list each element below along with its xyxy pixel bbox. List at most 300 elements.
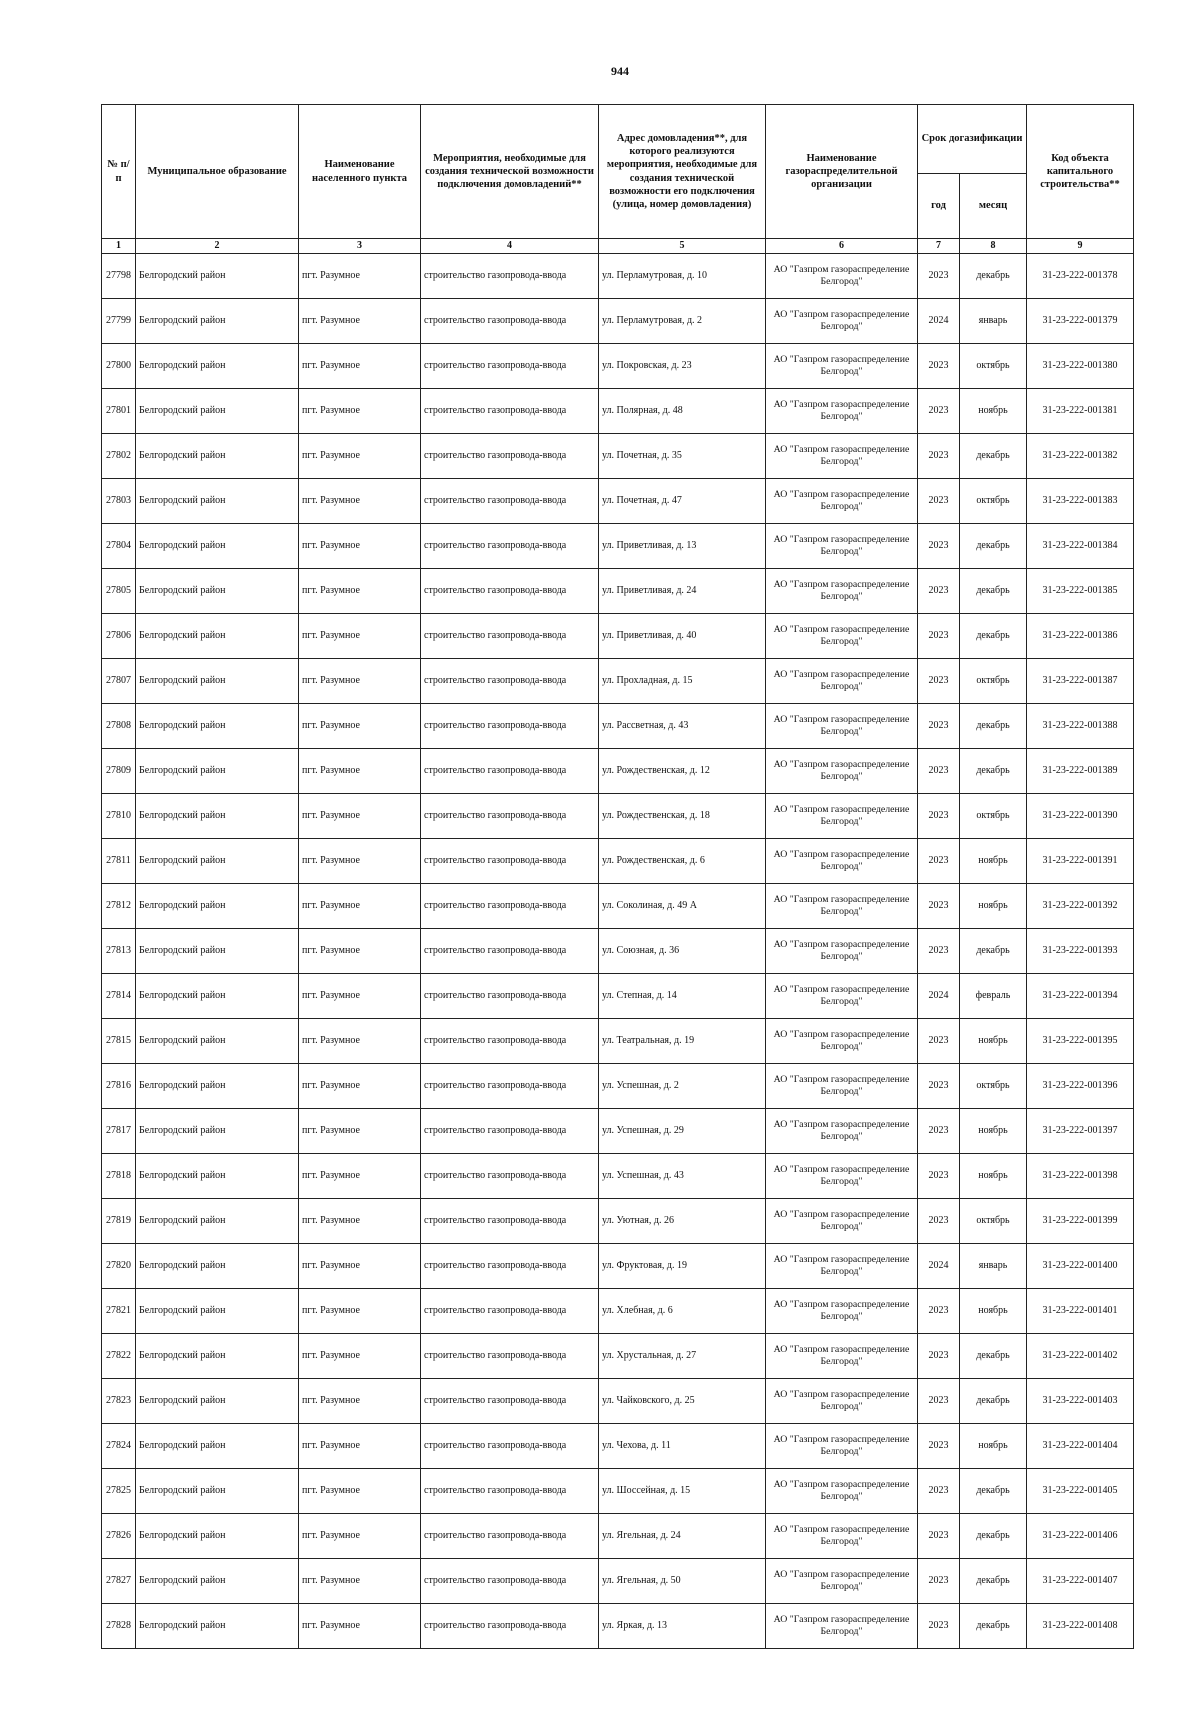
table-row — [102, 1379, 1134, 1424]
municipality-cell: Белгородский район — [136, 1604, 299, 1649]
measure-cell: строительство газопровода-ввода — [421, 1424, 599, 1469]
year-cell: 2023 — [918, 1199, 960, 1244]
object-code-cell: 31-23-222-001380 — [1027, 344, 1134, 389]
measure-cell: строительство газопровода-ввода — [421, 1559, 599, 1604]
municipality-cell: Белгородский район — [136, 1424, 299, 1469]
settlement-cell: пгт. Разумное — [299, 344, 421, 389]
measure-cell: строительство газопровода-ввода — [421, 794, 599, 839]
object-code-cell: 31-23-222-001404 — [1027, 1424, 1134, 1469]
measure-cell: строительство газопровода-ввода — [421, 1379, 599, 1424]
year-cell: 2023 — [918, 1154, 960, 1199]
row-number: 27824 — [102, 1424, 136, 1469]
address-cell: ул. Яркая, д. 13 — [599, 1604, 766, 1649]
organization-cell: АО "Газпром газораспределение Белгород" — [766, 884, 918, 929]
month-cell: декабрь — [960, 749, 1027, 794]
address-cell: ул. Приветливая, д. 13 — [599, 524, 766, 569]
year-cell: 2024 — [918, 299, 960, 344]
settlement-cell: пгт. Разумное — [299, 839, 421, 884]
row-number: 27813 — [102, 929, 136, 974]
measure-cell: строительство газопровода-ввода — [421, 344, 599, 389]
address-cell: ул. Почетная, д. 35 — [599, 434, 766, 479]
settlement-cell: пгт. Разумное — [299, 1469, 421, 1514]
object-code-cell: 31-23-222-001383 — [1027, 479, 1134, 524]
measure-cell: строительство газопровода-ввода — [421, 299, 599, 344]
settlement-cell: пгт. Разумное — [299, 1604, 421, 1649]
table-row — [102, 479, 1134, 524]
object-code-cell: 31-23-222-001406 — [1027, 1514, 1134, 1559]
municipality-cell: Белгородский район — [136, 1244, 299, 1289]
table-row — [102, 1604, 1134, 1649]
row-number: 27798 — [102, 254, 136, 299]
address-cell: ул. Хлебная, д. 6 — [599, 1289, 766, 1334]
organization-cell: АО "Газпром газораспределение Белгород" — [766, 794, 918, 839]
organization-cell: АО "Газпром газораспределение Белгород" — [766, 1379, 918, 1424]
table-row — [102, 929, 1134, 974]
object-code-cell: 31-23-222-001378 — [1027, 254, 1134, 299]
settlement-cell: пгт. Разумное — [299, 254, 421, 299]
object-code-cell: 31-23-222-001384 — [1027, 524, 1134, 569]
month-cell: февраль — [960, 974, 1027, 1019]
object-code-cell: 31-23-222-001394 — [1027, 974, 1134, 1019]
year-cell: 2023 — [918, 884, 960, 929]
organization-cell: АО "Газпром газораспределение Белгород" — [766, 1154, 918, 1199]
organization-cell: АО "Газпром газораспределение Белгород" — [766, 1424, 918, 1469]
municipality-cell: Белгородский район — [136, 1109, 299, 1154]
month-cell: декабрь — [960, 524, 1027, 569]
year-cell: 2023 — [918, 569, 960, 614]
municipality-cell: Белгородский район — [136, 1379, 299, 1424]
measure-cell: строительство газопровода-ввода — [421, 884, 599, 929]
object-code-cell: 31-23-222-001379 — [1027, 299, 1134, 344]
object-code-cell: 31-23-222-001399 — [1027, 1199, 1134, 1244]
column-number-row — [102, 239, 1134, 254]
settlement-cell: пгт. Разумное — [299, 1379, 421, 1424]
row-number: 27808 — [102, 704, 136, 749]
municipality-cell: Белгородский район — [136, 1559, 299, 1604]
month-cell: январь — [960, 299, 1027, 344]
settlement-cell: пгт. Разумное — [299, 614, 421, 659]
measure-cell: строительство газопровода-ввода — [421, 1199, 599, 1244]
month-cell: октябрь — [960, 344, 1027, 389]
year-cell: 2023 — [918, 1424, 960, 1469]
year-cell: 2023 — [918, 1289, 960, 1334]
year-cell: 2023 — [918, 1514, 960, 1559]
organization-cell: АО "Газпром газораспределение Белгород" — [766, 1244, 918, 1289]
municipality-cell: Белгородский район — [136, 254, 299, 299]
header-deadline: Срок догазификации — [918, 105, 1027, 174]
year-cell: 2023 — [918, 1379, 960, 1424]
month-cell: октябрь — [960, 794, 1027, 839]
month-cell: ноябрь — [960, 884, 1027, 929]
table-row — [102, 1244, 1134, 1289]
year-cell: 2023 — [918, 389, 960, 434]
measure-cell: строительство газопровода-ввода — [421, 1154, 599, 1199]
row-number: 27811 — [102, 839, 136, 884]
municipality-cell: Белгородский район — [136, 749, 299, 794]
settlement-cell: пгт. Разумное — [299, 299, 421, 344]
settlement-cell: пгт. Разумное — [299, 479, 421, 524]
object-code-cell: 31-23-222-001402 — [1027, 1334, 1134, 1379]
organization-cell: АО "Газпром газораспределение Белгород" — [766, 1559, 918, 1604]
month-cell: декабрь — [960, 434, 1027, 479]
object-code-cell: 31-23-222-001408 — [1027, 1604, 1134, 1649]
measure-cell: строительство газопровода-ввода — [421, 1514, 599, 1559]
year-cell: 2023 — [918, 1469, 960, 1514]
year-cell: 2023 — [918, 1064, 960, 1109]
organization-cell: АО "Газпром газораспределение Белгород" — [766, 1514, 918, 1559]
organization-cell: АО "Газпром газораспределение Белгород" — [766, 749, 918, 794]
column-number: 3 — [299, 239, 421, 254]
address-cell: ул. Перламутровая, д. 2 — [599, 299, 766, 344]
object-code-cell: 31-23-222-001396 — [1027, 1064, 1134, 1109]
year-cell: 2023 — [918, 344, 960, 389]
header-no: № п/п — [102, 105, 136, 239]
organization-cell: АО "Газпром газораспределение Белгород" — [766, 839, 918, 884]
table-row — [102, 794, 1134, 839]
month-cell: октябрь — [960, 1199, 1027, 1244]
year-cell: 2023 — [918, 659, 960, 704]
table-row — [102, 1289, 1134, 1334]
column-number: 2 — [136, 239, 299, 254]
row-number: 27827 — [102, 1559, 136, 1604]
measure-cell: строительство газопровода-ввода — [421, 1064, 599, 1109]
table-row — [102, 749, 1134, 794]
column-number: 7 — [918, 239, 960, 254]
municipality-cell: Белгородский район — [136, 479, 299, 524]
month-cell: октябрь — [960, 479, 1027, 524]
row-number: 27812 — [102, 884, 136, 929]
municipality-cell: Белгородский район — [136, 569, 299, 614]
column-number: 4 — [421, 239, 599, 254]
object-code-cell: 31-23-222-001389 — [1027, 749, 1134, 794]
table-row — [102, 704, 1134, 749]
row-number: 27802 — [102, 434, 136, 479]
header-address: Адрес домовладения**, для которого реализуются мероприятия, необходимые для создания технической возможности его подключения (улица, номер домовладения) — [599, 105, 766, 239]
row-number: 27801 — [102, 389, 136, 434]
object-code-cell: 31-23-222-001385 — [1027, 569, 1134, 614]
measure-cell: строительство газопровода-ввода — [421, 1019, 599, 1064]
object-code-cell: 31-23-222-001397 — [1027, 1109, 1134, 1154]
gasification-register-table — [101, 104, 1134, 1649]
object-code-cell: 31-23-222-001391 — [1027, 839, 1134, 884]
settlement-cell: пгт. Разумное — [299, 524, 421, 569]
row-number: 27800 — [102, 344, 136, 389]
organization-cell: АО "Газпром газораспределение Белгород" — [766, 704, 918, 749]
header-year: год — [918, 174, 960, 239]
table-row — [102, 839, 1134, 884]
table-row — [102, 344, 1134, 389]
column-number: 8 — [960, 239, 1027, 254]
table-row — [102, 614, 1134, 659]
table-row — [102, 1109, 1134, 1154]
settlement-cell: пгт. Разумное — [299, 704, 421, 749]
month-cell: январь — [960, 1244, 1027, 1289]
address-cell: ул. Чехова, д. 11 — [599, 1424, 766, 1469]
month-cell: ноябрь — [960, 1289, 1027, 1334]
object-code-cell: 31-23-222-001382 — [1027, 434, 1134, 479]
municipality-cell: Белгородский район — [136, 1514, 299, 1559]
year-cell: 2023 — [918, 749, 960, 794]
address-cell: ул. Приветливая, д. 24 — [599, 569, 766, 614]
table-row — [102, 1559, 1134, 1604]
row-number: 27821 — [102, 1289, 136, 1334]
measure-cell: строительство газопровода-ввода — [421, 1289, 599, 1334]
settlement-cell: пгт. Разумное — [299, 569, 421, 614]
organization-cell: АО "Газпром газораспределение Белгород" — [766, 614, 918, 659]
measure-cell: строительство газопровода-ввода — [421, 254, 599, 299]
address-cell: ул. Ягельная, д. 24 — [599, 1514, 766, 1559]
settlement-cell: пгт. Разумное — [299, 1334, 421, 1379]
address-cell: ул. Успешная, д. 29 — [599, 1109, 766, 1154]
municipality-cell: Белгородский район — [136, 974, 299, 1019]
municipality-cell: Белгородский район — [136, 614, 299, 659]
measure-cell: строительство газопровода-ввода — [421, 389, 599, 434]
organization-cell: АО "Газпром газораспределение Белгород" — [766, 1109, 918, 1154]
row-number: 27810 — [102, 794, 136, 839]
year-cell: 2024 — [918, 1244, 960, 1289]
settlement-cell: пгт. Разумное — [299, 389, 421, 434]
month-cell: декабрь — [960, 614, 1027, 659]
month-cell: ноябрь — [960, 1424, 1027, 1469]
row-number: 27825 — [102, 1469, 136, 1514]
organization-cell: АО "Газпром газораспределение Белгород" — [766, 434, 918, 479]
address-cell: ул. Степная, д. 14 — [599, 974, 766, 1019]
settlement-cell: пгт. Разумное — [299, 1514, 421, 1559]
measure-cell: строительство газопровода-ввода — [421, 974, 599, 1019]
organization-cell: АО "Газпром газораспределение Белгород" — [766, 524, 918, 569]
settlement-cell: пгт. Разумное — [299, 434, 421, 479]
month-cell: ноябрь — [960, 839, 1027, 884]
address-cell: ул. Союзная, д. 36 — [599, 929, 766, 974]
organization-cell: АО "Газпром газораспределение Белгород" — [766, 1334, 918, 1379]
year-cell: 2023 — [918, 1019, 960, 1064]
year-cell: 2023 — [918, 524, 960, 569]
address-cell: ул. Ягельная, д. 50 — [599, 1559, 766, 1604]
object-code-cell: 31-23-222-001390 — [1027, 794, 1134, 839]
row-number: 27818 — [102, 1154, 136, 1199]
row-number: 27828 — [102, 1604, 136, 1649]
month-cell: декабрь — [960, 1469, 1027, 1514]
address-cell: ул. Перламутровая, д. 10 — [599, 254, 766, 299]
address-cell: ул. Рассветная, д. 43 — [599, 704, 766, 749]
table-row — [102, 299, 1134, 344]
year-cell: 2023 — [918, 839, 960, 884]
object-code-cell: 31-23-222-001405 — [1027, 1469, 1134, 1514]
settlement-cell: пгт. Разумное — [299, 1199, 421, 1244]
address-cell: ул. Успешная, д. 2 — [599, 1064, 766, 1109]
header-month: месяц — [960, 174, 1027, 239]
measure-cell: строительство газопровода-ввода — [421, 1334, 599, 1379]
municipality-cell: Белгородский район — [136, 659, 299, 704]
month-cell: октябрь — [960, 1064, 1027, 1109]
year-cell: 2023 — [918, 614, 960, 659]
address-cell: ул. Прохладная, д. 15 — [599, 659, 766, 704]
measure-cell: строительство газопровода-ввода — [421, 749, 599, 794]
object-code-cell: 31-23-222-001395 — [1027, 1019, 1134, 1064]
address-cell: ул. Театральная, д. 19 — [599, 1019, 766, 1064]
municipality-cell: Белгородский район — [136, 794, 299, 839]
municipality-cell: Белгородский район — [136, 1154, 299, 1199]
address-cell: ул. Рождественская, д. 12 — [599, 749, 766, 794]
settlement-cell: пгт. Разумное — [299, 1424, 421, 1469]
table-body — [102, 254, 1134, 1649]
header-code: Код объекта капитального строительства** — [1027, 105, 1134, 239]
page-number: 944 — [611, 64, 629, 78]
month-cell: ноябрь — [960, 1154, 1027, 1199]
month-cell: ноябрь — [960, 389, 1027, 434]
month-cell: декабрь — [960, 1559, 1027, 1604]
organization-cell: АО "Газпром газораспределение Белгород" — [766, 389, 918, 434]
measure-cell: строительство газопровода-ввода — [421, 659, 599, 704]
address-cell: ул. Почетная, д. 47 — [599, 479, 766, 524]
address-cell: ул. Соколиная, д. 49 А — [599, 884, 766, 929]
organization-cell: АО "Газпром газораспределение Белгород" — [766, 974, 918, 1019]
column-number: 5 — [599, 239, 766, 254]
settlement-cell: пгт. Разумное — [299, 884, 421, 929]
column-number: 6 — [766, 239, 918, 254]
year-cell: 2023 — [918, 704, 960, 749]
measure-cell: строительство газопровода-ввода — [421, 614, 599, 659]
object-code-cell: 31-23-222-001401 — [1027, 1289, 1134, 1334]
row-number: 27814 — [102, 974, 136, 1019]
month-cell: декабрь — [960, 1604, 1027, 1649]
year-cell: 2023 — [918, 794, 960, 839]
row-number: 27823 — [102, 1379, 136, 1424]
settlement-cell: пгт. Разумное — [299, 1019, 421, 1064]
measure-cell: строительство газопровода-ввода — [421, 569, 599, 614]
object-code-cell: 31-23-222-001393 — [1027, 929, 1134, 974]
address-cell: ул. Фруктовая, д. 19 — [599, 1244, 766, 1289]
header-settlement: Наименование населенного пункта — [299, 105, 421, 239]
organization-cell: АО "Газпром газораспределение Белгород" — [766, 1064, 918, 1109]
measure-cell: строительство газопровода-ввода — [421, 479, 599, 524]
column-number: 1 — [102, 239, 136, 254]
table-row — [102, 1469, 1134, 1514]
address-cell: ул. Шоссейная, д. 15 — [599, 1469, 766, 1514]
object-code-cell: 31-23-222-001381 — [1027, 389, 1134, 434]
measure-cell: строительство газопровода-ввода — [421, 929, 599, 974]
row-number: 27807 — [102, 659, 136, 704]
row-number: 27815 — [102, 1019, 136, 1064]
month-cell: декабрь — [960, 254, 1027, 299]
settlement-cell: пгт. Разумное — [299, 1064, 421, 1109]
month-cell: декабрь — [960, 1514, 1027, 1559]
settlement-cell: пгт. Разумное — [299, 1289, 421, 1334]
measure-cell: строительство газопровода-ввода — [421, 1604, 599, 1649]
municipality-cell: Белгородский район — [136, 884, 299, 929]
object-code-cell: 31-23-222-001392 — [1027, 884, 1134, 929]
organization-cell: АО "Газпром газораспределение Белгород" — [766, 1469, 918, 1514]
row-number: 27826 — [102, 1514, 136, 1559]
organization-cell: АО "Газпром газораспределение Белгород" — [766, 1604, 918, 1649]
municipality-cell: Белгородский район — [136, 704, 299, 749]
row-number: 27799 — [102, 299, 136, 344]
address-cell: ул. Успешная, д. 43 — [599, 1154, 766, 1199]
organization-cell: АО "Газпром газораспределение Белгород" — [766, 1289, 918, 1334]
municipality-cell: Белгородский район — [136, 434, 299, 479]
address-cell: ул. Хрустальная, д. 27 — [599, 1334, 766, 1379]
settlement-cell: пгт. Разумное — [299, 1154, 421, 1199]
municipality-cell: Белгородский район — [136, 1334, 299, 1379]
measure-cell: строительство газопровода-ввода — [421, 704, 599, 749]
month-cell: декабрь — [960, 929, 1027, 974]
month-cell: декабрь — [960, 1334, 1027, 1379]
municipality-cell: Белгородский район — [136, 1064, 299, 1109]
header-measures: Мероприятия, необходимые для создания технической возможности подключения домовладений** — [421, 105, 599, 239]
municipality-cell: Белгородский район — [136, 1469, 299, 1514]
year-cell: 2023 — [918, 929, 960, 974]
row-number: 27816 — [102, 1064, 136, 1109]
organization-cell: АО "Газпром газораспределение Белгород" — [766, 299, 918, 344]
municipality-cell: Белгородский район — [136, 1289, 299, 1334]
month-cell: ноябрь — [960, 1019, 1027, 1064]
settlement-cell: пгт. Разумное — [299, 929, 421, 974]
row-number: 27806 — [102, 614, 136, 659]
settlement-cell: пгт. Разумное — [299, 1244, 421, 1289]
row-number: 27804 — [102, 524, 136, 569]
municipality-cell: Белгородский район — [136, 344, 299, 389]
month-cell: октябрь — [960, 659, 1027, 704]
settlement-cell: пгт. Разумное — [299, 974, 421, 1019]
table-row — [102, 524, 1134, 569]
address-cell: ул. Полярная, д. 48 — [599, 389, 766, 434]
municipality-cell: Белгородский район — [136, 299, 299, 344]
organization-cell: АО "Газпром газораспределение Белгород" — [766, 344, 918, 389]
object-code-cell: 31-23-222-001398 — [1027, 1154, 1134, 1199]
municipality-cell: Белгородский район — [136, 524, 299, 569]
settlement-cell: пгт. Разумное — [299, 1559, 421, 1604]
year-cell: 2023 — [918, 1559, 960, 1604]
measure-cell: строительство газопровода-ввода — [421, 1244, 599, 1289]
settlement-cell: пгт. Разумное — [299, 749, 421, 794]
table-row — [102, 1334, 1134, 1379]
header-municipality: Муниципальное образование — [136, 105, 299, 239]
settlement-cell: пгт. Разумное — [299, 659, 421, 704]
object-code-cell: 31-23-222-001388 — [1027, 704, 1134, 749]
organization-cell: АО "Газпром газораспределение Белгород" — [766, 479, 918, 524]
month-cell: декабрь — [960, 1379, 1027, 1424]
municipality-cell: Белгородский район — [136, 1199, 299, 1244]
year-cell: 2023 — [918, 1334, 960, 1379]
measure-cell: строительство газопровода-ввода — [421, 524, 599, 569]
table-row — [102, 884, 1134, 929]
table-row — [102, 1019, 1134, 1064]
measure-cell: строительство газопровода-ввода — [421, 434, 599, 479]
address-cell: ул. Приветливая, д. 40 — [599, 614, 766, 659]
table-row — [102, 1199, 1134, 1244]
organization-cell: АО "Газпром газораспределение Белгород" — [766, 254, 918, 299]
header-organization: Наименование газораспределительной организации — [766, 105, 918, 239]
row-number: 27803 — [102, 479, 136, 524]
object-code-cell: 31-23-222-001386 — [1027, 614, 1134, 659]
column-number: 9 — [1027, 239, 1134, 254]
measure-cell: строительство газопровода-ввода — [421, 839, 599, 884]
year-cell: 2023 — [918, 254, 960, 299]
object-code-cell: 31-23-222-001403 — [1027, 1379, 1134, 1424]
table-row — [102, 974, 1134, 1019]
settlement-cell: пгт. Разумное — [299, 1109, 421, 1154]
table-row — [102, 1154, 1134, 1199]
organization-cell: АО "Газпром газораспределение Белгород" — [766, 1019, 918, 1064]
organization-cell: АО "Газпром газораспределение Белгород" — [766, 569, 918, 614]
table-row — [102, 389, 1134, 434]
month-cell: декабрь — [960, 704, 1027, 749]
year-cell: 2024 — [918, 974, 960, 1019]
year-cell: 2023 — [918, 479, 960, 524]
table-row — [102, 659, 1134, 704]
row-number: 27822 — [102, 1334, 136, 1379]
organization-cell: АО "Газпром газораспределение Белгород" — [766, 659, 918, 704]
